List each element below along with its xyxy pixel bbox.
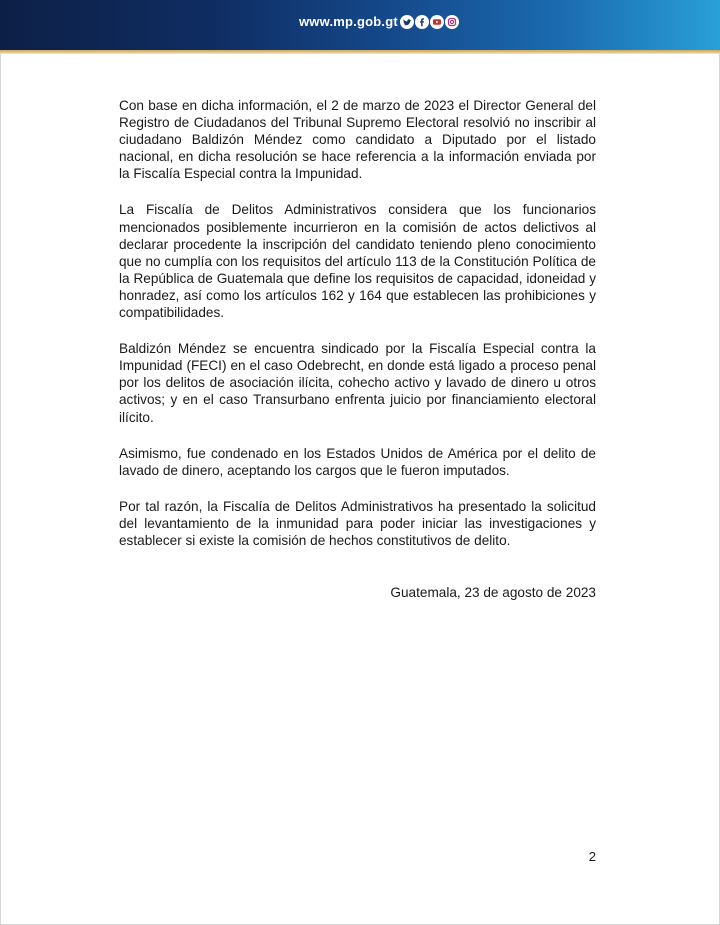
paragraph-fiscalia-consideration: La Fiscalía de Delitos Administrativos considera que los funcionarios mencionados posiblemente incurrieron en la comisión de actos delictivos al declarar procedente la inscripción del candidato teniendo pleno conocimiento que no cumplía con los requisitos del artículo 113 de la Constitución Política de la República de Guatemala que define los requisitos de capacidad, idoneidad y honradez, así como los artículos 162 y 164 que establecen las prohibiciones y compatibilidades. (119, 202, 596, 321)
paragraph-feci-cases: Baldizón Méndez se encuentra sindicado por la Fiscalía Especial contra la Impunidad (FECI) en el caso Odebrecht, en donde está ligado a proceso penal por los delitos de asociación ilícita, cohecho activo y lavado de dinero u otros activos; y en el caso Transurbano enfrenta juicio por financiamiento electoral ilícito. (119, 341, 596, 425)
instagram-icon[interactable] (445, 15, 459, 29)
document-body (119, 97, 596, 568)
page-number: 2 (588, 849, 596, 864)
paragraph-immunity-request: Por tal razón, la Fiscalía de Delitos Administrativos ha presentado la solicitud del levantamiento de la inmunidad para poder iniciar las investigaciones y establecer si existe la comisión de hechos constitutivos de delito. (119, 498, 596, 548)
document-date: Guatemala, 23 de agosto de 2023 (390, 585, 596, 600)
website-link[interactable]: www.mp.gob.gt (299, 14, 398, 29)
facebook-icon[interactable] (415, 15, 429, 29)
paragraph-us-conviction: Asimismo, fue condenado en los Estados Unidos de América por el delito de lavado de dinero, aceptando los cargos que le fueron imputados. (119, 445, 596, 478)
youtube-icon[interactable] (430, 15, 444, 29)
header-gold-stripe (0, 50, 720, 54)
twitter-icon[interactable] (400, 15, 414, 29)
paragraph-tse-resolution: Con base en dicha información, el 2 de marzo de 2023 el Director General del Registro de Ciudadanos del Tribunal Supremo Electoral resolvió no inscribir al ciudadano Baldizón Méndez como candidato a Diputado por el listado nacional, en dicha resolución se hace referencia a la información enviada por la Fiscalía Especial contra la Impunidad. (119, 98, 596, 182)
